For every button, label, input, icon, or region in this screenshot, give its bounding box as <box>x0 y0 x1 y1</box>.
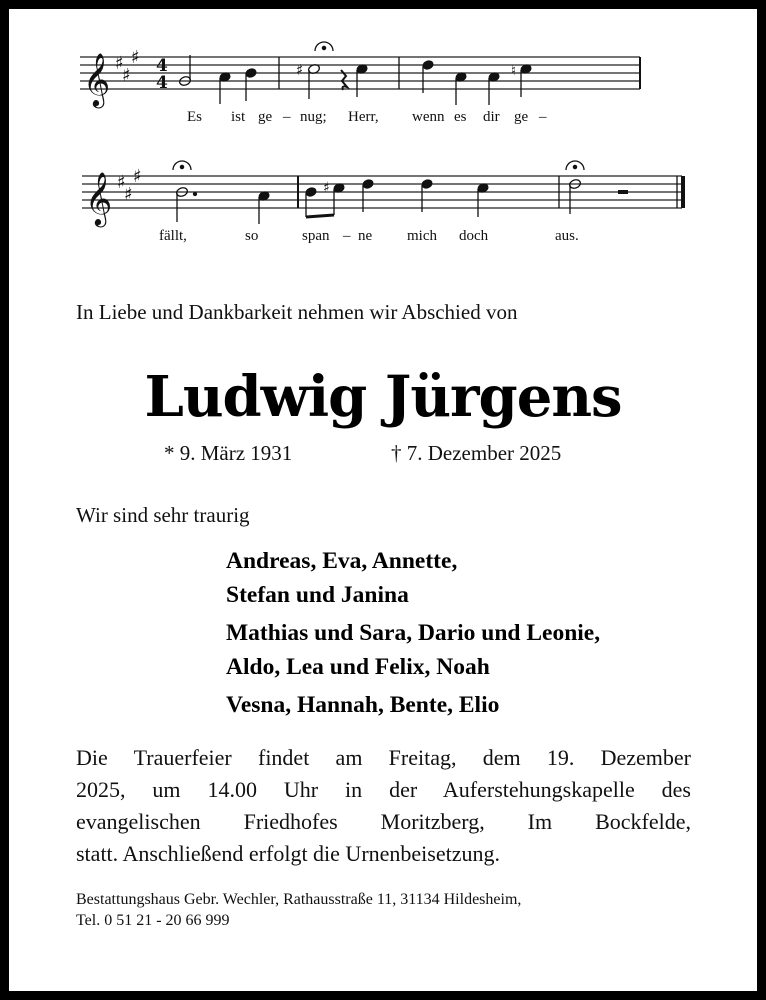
mourner-group <box>226 544 600 612</box>
birth-date: * 9. März 1931 <box>164 441 293 465</box>
lyric-word: ge <box>514 109 529 125</box>
obituary-card <box>9 9 757 991</box>
lyric-hyphen: – <box>343 228 351 244</box>
sheet-music <box>9 9 757 269</box>
svg-text:4: 4 <box>156 73 168 93</box>
treble-clef-icon <box>83 52 110 108</box>
lyric-word: wenn <box>412 109 445 125</box>
lyric-word: aus. <box>555 228 579 244</box>
lyric-word: Es <box>187 109 202 125</box>
key-signature-sharps-icon-2 <box>117 166 142 205</box>
svg-text:♯: ♯ <box>131 47 140 68</box>
lyric-hyphen: – <box>283 109 291 125</box>
lyric-word: ge <box>258 109 273 125</box>
svg-text:♯: ♯ <box>117 172 126 193</box>
mourners-intro: Wir sind sehr traurig <box>76 503 250 527</box>
svg-text:4: 4 <box>156 56 168 76</box>
svg-text:♯: ♯ <box>323 180 330 196</box>
lyric-word: nug; <box>300 109 327 125</box>
mourner-line: Andreas, Eva, Annette, <box>226 548 458 574</box>
ceremony-line: statt. Anschließend erfolgt die Urnenbeisetzung. <box>76 841 500 866</box>
svg-text:♯: ♯ <box>296 61 304 79</box>
lyric-word: span <box>302 228 330 244</box>
svg-text:𝄞: 𝄞 <box>83 52 111 106</box>
lyric-word: es <box>454 109 467 125</box>
key-signature-sharps-icon <box>115 47 140 86</box>
lyric-word: mich <box>407 228 437 244</box>
lyric-word: dir <box>483 109 500 125</box>
svg-text:♯: ♯ <box>122 65 131 86</box>
ceremony-line: evangelischen Friedhofes Moritzberg, Im Bockfelde, <box>76 809 691 834</box>
mourner-line: Aldo, Lea und Felix, Noah <box>226 654 490 680</box>
mourner-group <box>226 688 600 722</box>
svg-text:𝄞: 𝄞 <box>85 171 113 225</box>
ceremony-details <box>76 742 691 870</box>
ceremony-line: 2025, um 14.00 Uhr in der Auferstehungskapelle des <box>76 777 691 802</box>
undertaker-address: Bestattungshaus Gebr. Wechler, Rathausstraße 11, 31134 Hildesheim, <box>76 891 522 908</box>
mourner-line: Mathias und Sara, Dario und Leonie, <box>226 620 601 646</box>
lyric-word: ist <box>231 109 246 125</box>
lyric-word: Herr, <box>348 109 379 125</box>
lyric-word: so <box>245 228 259 244</box>
lyric-word: ne <box>358 228 373 244</box>
time-signature-icon <box>156 56 168 93</box>
svg-text:♯: ♯ <box>115 53 124 74</box>
treble-clef-icon-2 <box>85 171 112 227</box>
svg-text:♮: ♮ <box>511 63 517 79</box>
svg-text:♯: ♯ <box>124 184 133 205</box>
lyric-word: fällt, <box>159 228 187 244</box>
lyric-word: doch <box>459 228 489 244</box>
mourner-line: Stefan und Janina <box>226 582 409 608</box>
mourner-group <box>226 616 600 684</box>
undertaker-phone: Tel. 0 51 21 - 20 66 999 <box>76 912 230 929</box>
undertaker-info <box>76 889 521 931</box>
mourner-line: Vesna, Hannah, Bente, Elio <box>226 692 500 718</box>
ceremony-line: Die Trauerfeier findet am Freitag, dem 19. Dezember <box>76 745 691 770</box>
intro-text: In Liebe und Dankbarkeit nehmen wir Abschied von <box>76 300 518 324</box>
deceased-name: Ludwig Jürgens <box>144 364 622 430</box>
lyric-hyphen: – <box>539 109 547 125</box>
svg-text:♯: ♯ <box>133 166 142 187</box>
mourners-list <box>226 544 600 726</box>
death-date: † 7. Dezember 2025 <box>391 441 562 465</box>
